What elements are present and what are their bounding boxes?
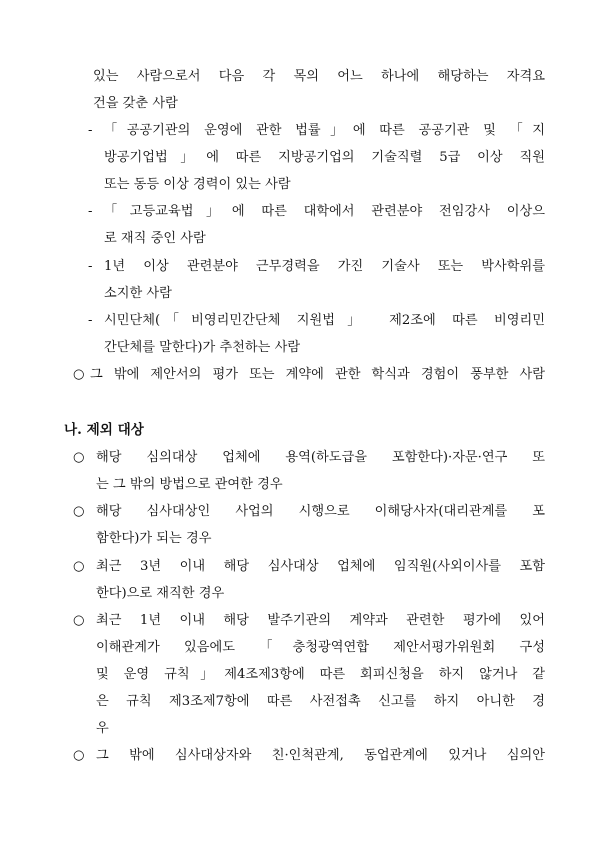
excl-4-line-5: 우 [96,721,109,736]
intro-line-2: 건을 갖춘 사람 [93,96,178,111]
excl-4-line-4: 은 규칙 제3조제7항에 따른 사전접촉 신고를 하지 아니한 경 [96,694,545,709]
section-na-title: 나. 제외 대상 [64,422,144,438]
qual-1-marker: - [88,123,93,138]
qual-4-marker: - [88,313,93,328]
intro-line-1: 있는 사람으로서 다음 각 목의 어느 하나에 해당하는 자격요 [93,69,545,84]
excl-1-marker: ○ [73,450,85,465]
excl-1-line-1: 해당 심의대상 업체에 용역(하도급을 포함한다)·자문·연구 또 [96,450,545,465]
qual-2-line-2: 로 재직 중인 사람 [104,231,206,246]
qual-2-line-1: 「고등교육법」에 따른 대학에서 관련분야 전임강사 이상으 [104,204,545,219]
excl-4-line-1: 최근 1년 이내 해당 발주기관의 계약과 관련한 평가에 있어 [96,613,545,628]
excl-3-line-2: 한다)으로 재직한 경우 [96,586,225,601]
excl-4-line-2: 이해관계가 있음에도 「충청광역연합 제안서평가위원회 구성 [96,640,545,655]
excl-4-line-3: 및 운영 규칙」제4조제3항에 따른 회피신청을 하지 않거나 같 [96,667,545,682]
qual-4-line-2: 간단체를 말한다)가 추천하는 사람 [104,340,301,355]
qual-1-line-3: 또는 동등 이상 경력이 있는 사람 [104,177,291,192]
excl-2-line-2: 함한다)가 되는 경우 [96,531,212,546]
other-expert-text: 그 밖에 제안서의 평가 또는 계약에 관한 학식과 경험이 풍부한 사람 [90,367,545,382]
qual-4-line-1: 시민단체(「비영리민간단체 지원법」 제2조에 따른 비영리민 [104,313,545,328]
qual-2-marker: - [88,204,93,219]
excl-5-marker: ○ [73,748,85,763]
excl-3-marker: ○ [73,559,85,574]
excl-4-marker: ○ [73,613,85,628]
other-expert-marker: ○ [73,367,85,382]
excl-2-marker: ○ [73,504,85,519]
qual-3-line-1: 1년 이상 관련분야 근무경력을 가진 기술사 또는 박사학위를 [104,259,545,274]
excl-2-line-1: 해당 심사대상인 사업의 시행으로 이해당사자(대리관계를 포 [96,504,545,519]
excl-3-line-1: 최근 3년 이내 해당 심사대상 업체에 임직원(사외이사를 포함 [96,559,545,574]
qual-1-line-1: 「공공기관의 운영에 관한 법률」에 따른 공공기관 및 「지 [104,123,545,138]
excl-1-line-2: 는 그 밖의 방법으로 관여한 경우 [96,477,283,492]
excl-5-line-1: 그 밖에 심사대상자와 친·인척관계, 동업관계에 있거나 심의안 [96,748,545,763]
qual-3-marker: - [88,259,93,274]
qual-1-line-2: 방공기업법」에 따른 지방공기업의 기술직렬 5급 이상 직원 [104,150,545,165]
qual-3-line-2: 소지한 사람 [104,286,172,301]
